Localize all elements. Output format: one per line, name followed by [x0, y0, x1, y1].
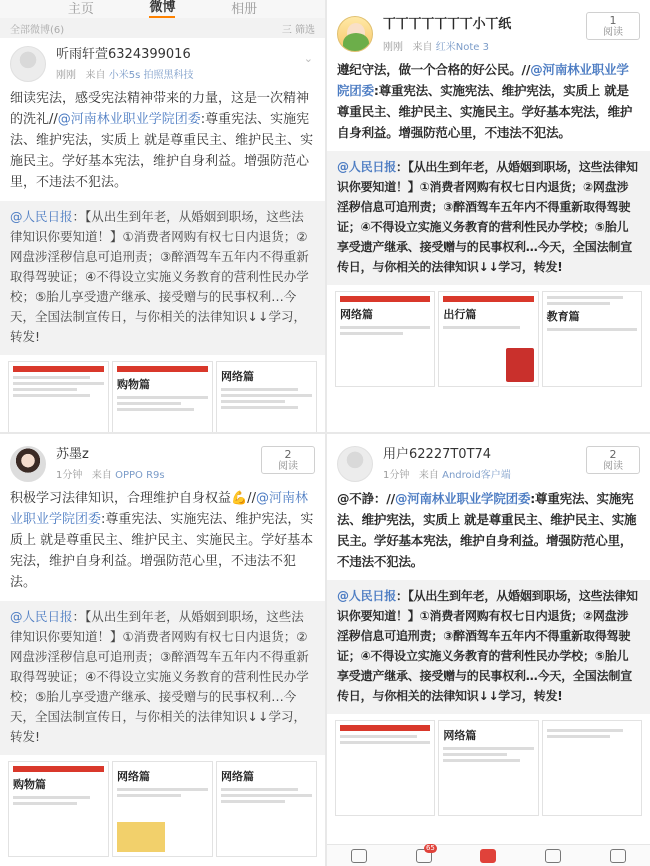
read-count-box [586, 12, 640, 40]
thumb-title: 教育篇 [546, 310, 580, 323]
post-panel-2 [327, 0, 650, 432]
post-source[interactable]: OPPO R9s [115, 470, 165, 481]
read-label: 阅读 [603, 461, 623, 472]
post-source[interactable]: Android客户端 [442, 470, 511, 481]
post-meta [383, 38, 511, 53]
profile-tabs [0, 0, 325, 18]
post-meta [56, 66, 194, 81]
repost-text: ：【从出生到年老，从婚姻到职场，这些法律知识你要知道！】①消费者网购有权七日内退货；②网盘涉淫秽信息可追刑责；③醉酒驾车五年内不得重新取得驾驶证；④不得设立实施义务教育的营利性民办学校；⑤胎儿享受遗产继承、接受赠与的民事权利…今天，全国法制宣传日，与你相关的法律知识↓↓学习，转发! [337, 589, 638, 703]
repost-mention-link[interactable]: @人民日报 [10, 209, 73, 224]
post-text-post: :尊重宪法、实施宪法、维护宪法，实质上 就是尊重民主、维护民主、实施民主。学好基本宪法，维护自身利益。增强防范心里，不违法不犯法。 [337, 83, 633, 140]
post-meta [383, 466, 511, 481]
home-icon[interactable] [351, 849, 367, 863]
from-label: 来自 [418, 470, 439, 481]
post-header [0, 38, 325, 88]
filter-button[interactable]: 三 筛选 [281, 24, 315, 36]
post-text-post: :尊重宪法、实施宪法、维护宪法，实质上 就是尊重民主、维护民主、实施民主。学好基本宪法，维护自身利益。增强防范心里，不违法不犯法。 [10, 112, 314, 190]
avatar-icon[interactable] [10, 446, 46, 482]
image-thumbnail[interactable] [335, 291, 435, 387]
read-label: 阅读 [603, 27, 623, 38]
post-meta [56, 466, 165, 481]
thumb-title: 网络篇 [221, 370, 254, 383]
post-text-pre: @不諍：// [337, 491, 395, 506]
unread-badge: 65 [425, 843, 435, 852]
post-panel-4 [327, 434, 650, 866]
repost-block[interactable] [327, 151, 650, 285]
chevron-down-icon[interactable]: ⌄ [303, 52, 313, 65]
repost-text: ：【从出生到年老，从婚姻到职场，这些法律知识你要知道！】①消费者网购有权七日内退货；②网盘涉淫秽信息可追刑责；③醉酒驾车五年内不得重新取得驾驶证；④不得设立实施义务教育的营利性民办学校；⑤胎儿享受遗产继承、接受赠与的民事权利…今天，全国法制宣传日，与你相关的法律知识↓↓学习，转发! [337, 160, 638, 274]
image-thumbnail[interactable] [216, 761, 317, 857]
image-thumbnail[interactable] [112, 761, 213, 857]
avatar-icon[interactable] [337, 16, 373, 52]
from-label: 来自 [91, 470, 112, 481]
all-weibo-count: 全部微博(6) [10, 24, 65, 36]
post-text-pre: 遵纪守法，做一个合格的好公民。// [337, 62, 531, 77]
thumb-title: 网络篇 [443, 729, 477, 742]
post-time: 刚刚 [383, 42, 403, 53]
tab-album[interactable]: 相册 [231, 2, 258, 17]
post-time: 刚刚 [56, 70, 76, 81]
image-grid [0, 755, 325, 857]
repost-mention-link[interactable]: @人民日报 [337, 160, 397, 174]
post-source[interactable]: 小米5s 拍照黑科技 [108, 70, 194, 81]
image-thumbnail[interactable] [8, 361, 109, 432]
username[interactable]: 用户62227T0T74 [383, 447, 492, 462]
post-header [327, 0, 650, 59]
mention-link[interactable]: @河南林业职业学院团委 [10, 491, 308, 527]
avatar-icon[interactable] [337, 446, 373, 482]
post-time: 1分钟 [56, 470, 83, 481]
bottom-nav-bar [327, 844, 650, 866]
post-text [0, 488, 325, 593]
read-count-box [261, 446, 315, 474]
image-grid [0, 355, 325, 432]
post-panel-3 [0, 434, 325, 866]
image-thumbnail[interactable] [8, 761, 109, 857]
image-thumbnail[interactable] [216, 361, 317, 432]
read-label: 阅读 [278, 461, 298, 472]
from-label: 来自 [412, 42, 433, 53]
mention-link[interactable]: @河南林业职业学院团委 [394, 491, 531, 506]
image-thumbnail[interactable] [112, 361, 213, 432]
repost-mention-link[interactable]: @人民日报 [337, 589, 397, 603]
repost-text: ：【从出生到年老，从婚姻到职场，这些法律知识你要知道！】①消费者网购有权七日内退货；②网盘涉淫秽信息可追刑责；③醉酒驾车五年内不得重新取得驾驶证；④不得设立实施义务教育的营利性民办学校；⑤胎儿享受遗产继承、接受赠与的民事权利…今天，全国法制宣传日，与你相关的法律知识↓↓学习，转发! [10, 209, 309, 344]
tab-weibo[interactable]: 微博 [149, 0, 175, 18]
post-text [327, 488, 650, 572]
read-count: 2 [609, 448, 617, 461]
post-text-post: :尊重宪法、实施宪法、维护宪法，实质上 就是尊重民主、维护民主、实施民主。学好基本宪法，维护自身利益。增强防范心里，不违法不犯法。 [337, 491, 637, 569]
mention-link[interactable]: @河南林业职业学院团委 [337, 62, 629, 98]
read-count: 2 [284, 448, 292, 461]
thumb-title: 网络篇 [221, 770, 254, 783]
thumb-title: 购物篇 [13, 778, 46, 791]
post-text [0, 88, 325, 193]
image-thumbnail[interactable] [542, 291, 642, 387]
from-label: 来自 [85, 70, 106, 81]
post-source[interactable]: 红米Note 3 [435, 42, 489, 53]
tab-home[interactable]: 主页 [67, 2, 94, 17]
mention-link[interactable]: @河南林业职业学院团委 [57, 112, 201, 127]
post-panel-1 [0, 0, 325, 432]
read-count-box [586, 446, 640, 474]
profile-icon[interactable] [610, 849, 626, 863]
post-text [327, 59, 650, 143]
post-text-pre: 细读宪法，感受宪法精神带来的力量，这是一次精神的洗礼// [10, 91, 310, 127]
post-header [327, 434, 650, 488]
repost-mention-link[interactable]: @人民日报 [10, 609, 73, 624]
message-icon[interactable] [416, 843, 435, 863]
post-header [0, 434, 325, 488]
thumb-title: 网络篇 [117, 770, 150, 783]
image-grid [327, 714, 650, 816]
image-thumbnail[interactable] [542, 720, 642, 816]
post-text-pre: 积极学习法律知识，合理维护自身权益💪// [10, 491, 256, 506]
read-count: 1 [609, 14, 617, 27]
image-thumbnail[interactable] [335, 720, 435, 816]
compose-icon[interactable] [480, 849, 496, 863]
username[interactable]: 苏墨z [56, 447, 89, 462]
username[interactable]: 听雨轩萱6324399016 [56, 47, 191, 62]
avatar-icon[interactable] [10, 46, 46, 82]
username[interactable]: 丅丅丅丅丅丅丅小丅纸 [383, 17, 512, 32]
image-thumbnail[interactable] [438, 720, 538, 816]
repost-block[interactable] [0, 201, 325, 355]
thumb-title: 出行篇 [443, 308, 477, 321]
repost-block[interactable] [327, 580, 650, 714]
discover-icon[interactable] [545, 849, 561, 863]
repost-block[interactable] [0, 601, 325, 755]
thumb-title: 购物篇 [117, 378, 150, 391]
filter-bar [0, 18, 325, 38]
repost-text: ：【从出生到年老，从婚姻到职场，这些法律知识你要知道！】①消费者网购有权七日内退货；②网盘涉淫秽信息可追刑责；③醉酒驾车五年内不得重新取得驾驶证；④不得设立实施义务教育的营利性民办学校；⑤胎儿享受遗产继承、接受赠与的民事权利…今天，全国法制宣传日，与你相关的法律知识↓↓学习，转发! [10, 609, 309, 744]
post-text-post: :尊重宪法、实施宪法、维护宪法，实质上 就是尊重民主、维护民主、实施民主。学好基本宪法，维护自身利益。增强防范心里，不违法不犯法。 [10, 512, 314, 590]
post-time: 1分钟 [383, 470, 410, 481]
image-thumbnail[interactable] [438, 291, 538, 387]
thumb-title: 网络篇 [340, 308, 373, 321]
image-grid [327, 285, 650, 387]
